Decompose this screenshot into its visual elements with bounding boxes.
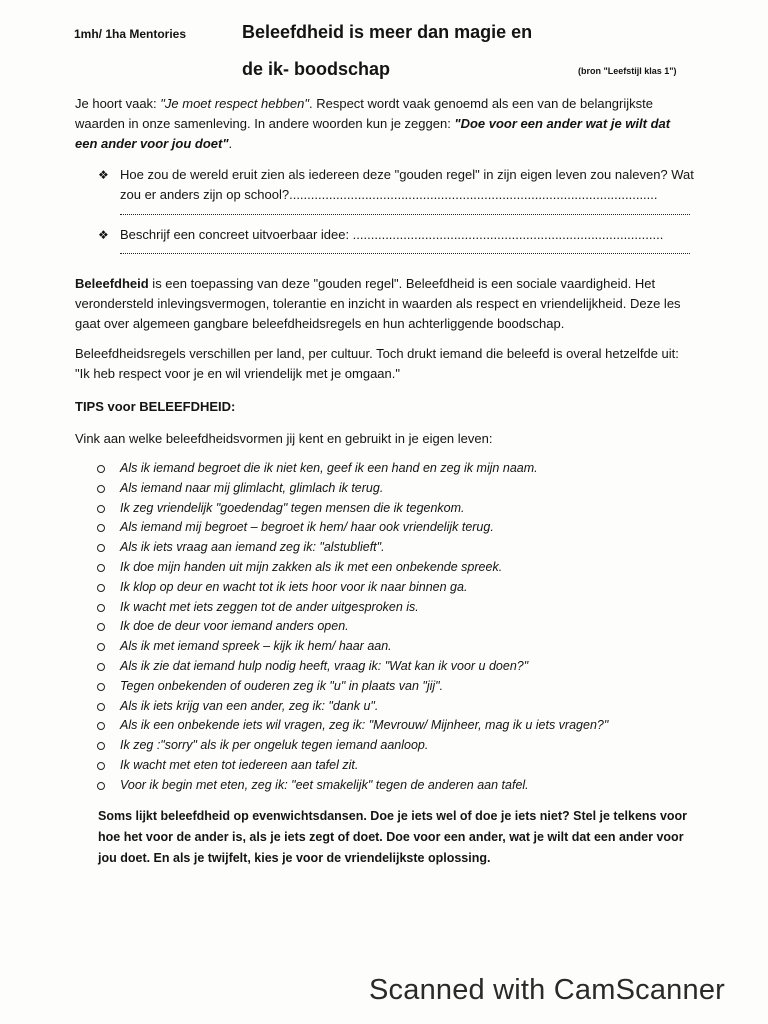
tips-heading: TIPS voor BELEEFDHEID:	[75, 399, 236, 414]
intro-pre: Je hoort vaak:	[75, 96, 161, 111]
tip-text: Tegen onbekenden of ouderen zeg ik "u" in plaats van "jij".	[120, 678, 444, 693]
tip-item	[97, 518, 717, 538]
paragraph-beleefdheid-text: is een toepassing van deze "gouden regel". Beleefdheid is een sociale vaardigheid. Het verondersteld inlevingsvermogen, tolerantie en inzicht in waarden als respect en vriendelijkheid. Deze les gaat over algemeen gangbare beleefdheidsregels en hun achterliggende boodschap.	[75, 276, 681, 331]
tip-item	[97, 598, 717, 618]
tip-text: Ik wacht met iets zeggen tot de ander uitgesproken is.	[120, 599, 419, 614]
tip-item	[97, 756, 717, 776]
tip-text: Ik wacht met eten tot iedereen aan tafel zit.	[120, 757, 359, 772]
tip-text: Als iemand naar mij glimlacht, glimlach ik terug.	[120, 480, 384, 495]
checkbox-circle-icon[interactable]	[97, 485, 105, 493]
answer-line-2[interactable]	[120, 253, 690, 254]
checkbox-circle-icon[interactable]	[97, 782, 105, 790]
paragraph-rules: Beleefdheidsregels verschillen per land, per cultuur. Toch drukt iemand die beleefd is overal hetzelfde uit: "Ik heb respect voor je en wil vriendelijk met je omgaan."	[75, 346, 679, 381]
tips-list	[97, 459, 717, 796]
checkbox-circle-icon[interactable]	[97, 762, 105, 770]
page-title-line-2: de ik- boodschap	[242, 59, 391, 79]
tip-item	[97, 637, 717, 657]
class-label: 1mh/ 1ha Mentories	[74, 27, 187, 41]
checkbox-circle-icon[interactable]	[97, 703, 105, 711]
tip-text: Als ik zie dat iemand hulp nodig heeft, vraag ik: "Wat kan ik voor u doen?"	[120, 658, 529, 673]
tip-item	[97, 677, 717, 697]
checkbox-circle-icon[interactable]	[97, 683, 105, 691]
checkbox-circle-icon[interactable]	[97, 584, 105, 592]
checkbox-circle-icon[interactable]	[97, 722, 105, 730]
tip-item	[97, 538, 717, 558]
term-beleefdheid: Beleefdheid	[75, 276, 149, 291]
checkbox-circle-icon[interactable]	[97, 505, 105, 513]
tip-text: Ik zeg :"sorry" als ik per ongeluk tegen iemand aanloop.	[120, 738, 429, 753]
golden-rule: "Doe voor een ander wat je wilt dat een ander voor jou doet"	[75, 116, 671, 151]
question-1	[98, 165, 698, 205]
intro-mid: . Respect wordt vaak genoemd als een van de belangrijkste waarden in onze samenleving. In andere woorden kun je zeggen:	[75, 96, 653, 131]
paragraph-beleefdheid	[75, 274, 695, 334]
tip-text: Als ik met iemand spreek – kijk ik hem/ haar aan.	[120, 639, 392, 654]
checkbox-circle-icon[interactable]	[97, 604, 105, 612]
tip-item	[97, 716, 717, 736]
checkbox-circle-icon[interactable]	[97, 465, 105, 473]
intro-end: .	[228, 136, 233, 151]
source-note: (bron "Leefstijl klas 1")	[578, 66, 677, 76]
diamond-bullet-icon: ❖	[98, 228, 109, 242]
diamond-bullet-icon: ❖	[98, 168, 109, 182]
tip-item	[97, 776, 717, 796]
tip-item	[97, 736, 717, 756]
question-2-text: Beschrijf een concreet uitvoerbaar idee: ......................................................................................	[120, 227, 664, 242]
checkbox-circle-icon[interactable]	[97, 663, 105, 671]
tip-text: Als ik iemand begroet die ik niet ken, geef ik een hand en zeg ik mijn naam.	[120, 461, 538, 475]
checkbox-circle-icon[interactable]	[97, 524, 105, 532]
page-title-line-1: Beleefdheid is meer dan magie en	[242, 22, 533, 42]
closing-paragraph: Soms lijkt beleefdheid op evenwichtsdansen. Doe je iets wel of doe je iets niet? Stel je telkens voor hoe het voor de ander is, als je iets zegt of doet. Doe voor een ander, wat je wilt dat een ander voor jou doet. En als je twijfelt, kies je voor de vriendelijkste oplossing.	[98, 809, 688, 865]
instruction: Vink aan welke beleefdheidsvormen jij kent en gebruikt in je eigen leven:	[75, 431, 493, 446]
tip-text: Als ik iets krijg van een ander, zeg ik: "dank u".	[120, 698, 379, 713]
tip-item	[97, 578, 717, 598]
checkbox-circle-icon[interactable]	[97, 564, 105, 572]
question-2	[98, 225, 698, 245]
tip-text: Voor ik begin met eten, zeg ik: "eet smakelijk" tegen de anderen aan tafel.	[120, 777, 529, 792]
tip-text: Als iemand mij begroet – begroet ik hem/ haar ook vriendelijk terug.	[120, 520, 494, 535]
tip-item	[97, 617, 717, 637]
tip-item	[97, 657, 717, 677]
checkbox-circle-icon[interactable]	[97, 643, 105, 651]
tip-item	[97, 479, 717, 499]
tip-text: Als ik een onbekende iets wil vragen, zeg ik: "Mevrouw/ Mijnheer, mag ik u iets vragen?"	[120, 718, 609, 733]
answer-line-1[interactable]	[120, 214, 690, 215]
intro-quote: "Je moet respect hebben"	[160, 96, 309, 111]
tip-item	[97, 697, 717, 717]
tip-text: Als ik iets vraag aan iemand zeg ik: "alstublieft".	[120, 540, 385, 555]
checkbox-circle-icon[interactable]	[97, 623, 105, 631]
question-1-text: Hoe zou de wereld eruit zien als iedereen deze "gouden regel" in zijn eigen leven zou naleven? Wat zou er anders zijn op school?......................................................................................................	[120, 167, 694, 202]
intro-paragraph	[75, 94, 695, 154]
checkbox-circle-icon[interactable]	[97, 742, 105, 750]
tip-text: Ik zeg vriendelijk "goedendag" tegen mensen die ik tegenkom.	[120, 500, 465, 515]
tip-text: Ik klop op deur en wacht tot ik iets hoor voor ik naar binnen ga.	[120, 579, 468, 594]
tip-text: Ik doe de deur voor iemand anders open.	[120, 619, 349, 634]
tip-item	[97, 499, 717, 519]
scanner-watermark: Scanned with CamScanner	[369, 974, 726, 1006]
tip-item	[97, 459, 717, 479]
checkbox-circle-icon[interactable]	[97, 544, 105, 552]
tip-item	[97, 558, 717, 578]
tip-text: Ik doe mijn handen uit mijn zakken als ik met een onbekende spreek.	[120, 559, 503, 574]
